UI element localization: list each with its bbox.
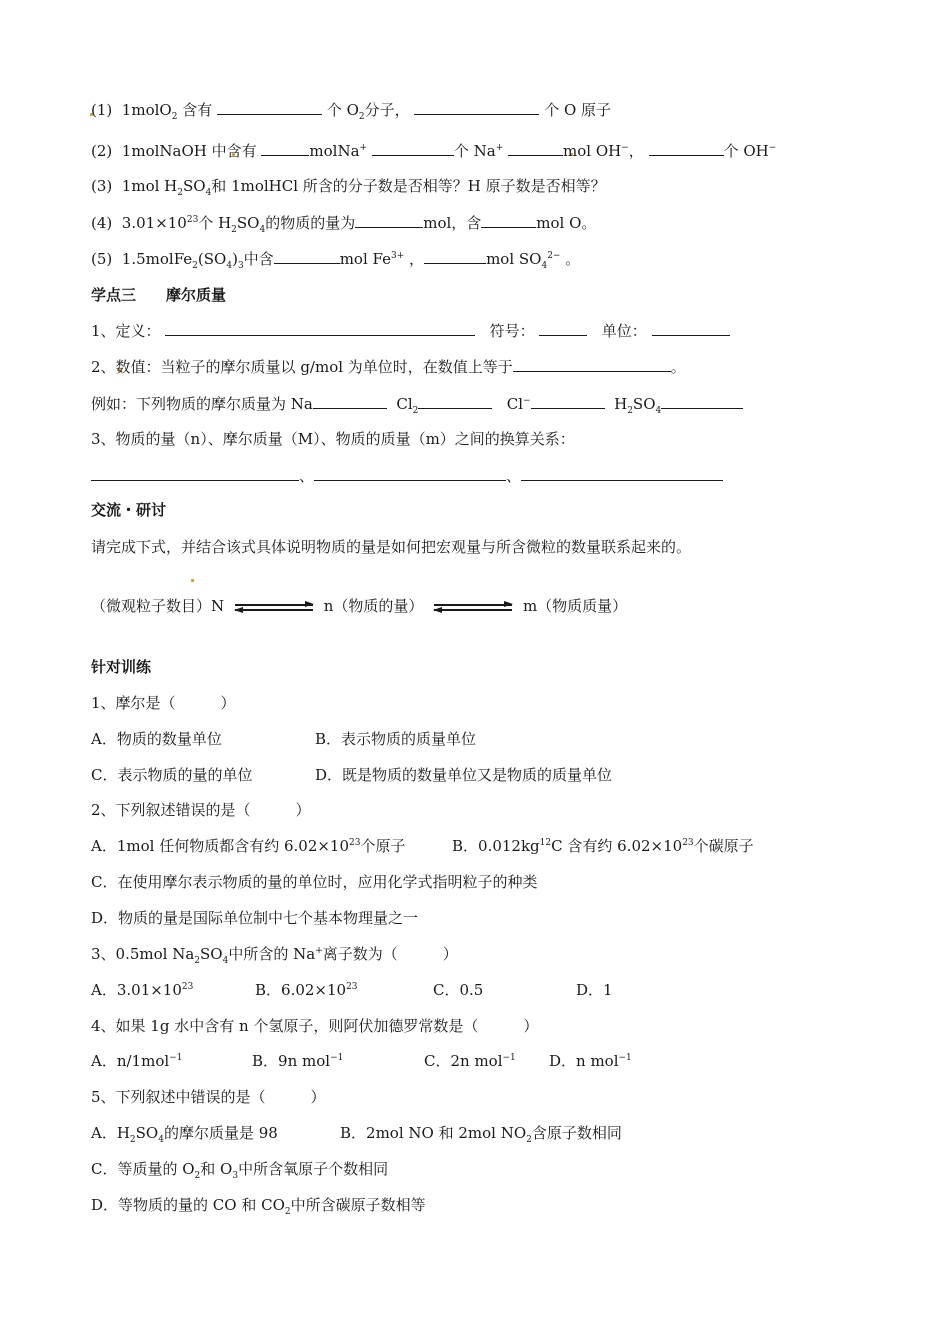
answer-blank[interactable]	[274, 248, 340, 264]
answer-blank[interactable]	[355, 212, 423, 228]
answer-blank[interactable]	[652, 320, 730, 336]
option[interactable]: B．9n mol$^{-1}$	[252, 1052, 344, 1070]
answer-blank[interactable]	[508, 140, 563, 156]
stray-mark	[191, 579, 194, 582]
answer-blank[interactable]	[424, 248, 486, 264]
training-q3: 3、0.5mol $Na_2SO_4$中所含的 Na+离子数为（ ）	[91, 945, 458, 966]
training-title: 针对训练	[91, 658, 152, 676]
answer-blank[interactable]	[661, 393, 743, 409]
answer-blank[interactable]	[91, 465, 299, 481]
answer-blank[interactable]	[414, 99, 539, 115]
question-2: (2) 1molNaOH 中含有 molNa+ 个 Na+ mol OH−， 个 OH−	[91, 142, 777, 160]
equilibrium-arrow-icon	[235, 601, 313, 613]
training-q4: 4、如果 1g 水中含有 n 个氢原子，则阿伏加德罗常数是（ ）	[91, 1017, 539, 1035]
option[interactable]: D．等物质的量的 CO 和 $CO_2$中所含碳原子数相等	[91, 1196, 426, 1217]
training-q5: 5、下列叙述中错误的是（ ）	[91, 1088, 326, 1106]
option[interactable]: C．2n mol$^{-1}$	[424, 1052, 516, 1070]
option[interactable]: B．2mol NO 和 2mol $NO_2$含原子数相同	[340, 1124, 622, 1145]
question-3: (3) 1mol $H_2SO_4$和 1molHCl 所含的分子数是否相等？H 原子数是否相等？	[91, 177, 606, 198]
relation-blanks: 、 、	[91, 465, 723, 486]
question-1: (1) 1molO$_2$ 含有 个 $O_2$分子， 个 O 原子	[91, 101, 612, 122]
exchange-text: 请完成下式，并结合该式具体说明物质的量是如何把宏观量与所含微粒的数量联系起来的。	[91, 538, 692, 556]
answer-blank[interactable]	[372, 140, 454, 156]
equilibrium-arrow-icon	[434, 601, 512, 613]
answer-blank[interactable]	[521, 465, 723, 481]
definition-line: 1、定义： 符号： 单位：	[91, 320, 730, 341]
answer-blank[interactable]	[481, 212, 536, 228]
n-mid-label: n（物质的量）	[323, 597, 424, 615]
m-label: m（物质质量）	[522, 597, 628, 615]
option[interactable]: D．物质的量是国际单位制中七个基本物理量之一	[91, 909, 419, 927]
answer-blank[interactable]	[539, 320, 587, 336]
example-line: 例如：下列物质的摩尔质量为 Na $Cl_2$ Cl− $H_2SO_4$	[91, 393, 743, 414]
answer-blank[interactable]	[649, 140, 724, 156]
relation-line: 3、物质的量（n）、摩尔质量（M）、物质的质量（m）之间的换算关系：	[91, 430, 575, 448]
answer-blank[interactable]	[531, 393, 605, 409]
answer-blank[interactable]	[217, 99, 322, 115]
option[interactable]: B．$0.012kg^{12}C$ 含有约 $6.02\times 10^{23}$个碳原子	[452, 837, 754, 855]
question-4: (4) $3.01\times 10^{23}$个 $H_2SO_4$的物质的量为 mol，含 mol O。	[91, 214, 597, 235]
section-title: 学点三 摩尔质量	[91, 286, 227, 304]
training-q1: 1、摩尔是（ ）	[91, 694, 236, 712]
answer-blank[interactable]	[313, 393, 387, 409]
option[interactable]: A．$H_2SO_4$的摩尔质量是 98	[91, 1124, 278, 1145]
option[interactable]: D．既是物质的数量单位又是物质的质量单位	[315, 766, 613, 784]
answer-blank[interactable]	[418, 393, 492, 409]
option[interactable]: D．1	[576, 981, 613, 999]
conversion-diagram	[91, 596, 627, 616]
training-q2: 2、下列叙述错误的是（ ）	[91, 801, 311, 819]
option[interactable]: B．$6.02\times 10^{23}$	[255, 981, 358, 999]
option[interactable]: C．等质量的 $O_2$和 $O_3$中所含氧原子个数相同	[91, 1160, 389, 1181]
answer-blank[interactable]	[261, 140, 309, 156]
option[interactable]: D．n mol$^{-1}$	[549, 1052, 632, 1070]
option[interactable]: A．1mol 任何物质都含有约 $6.02\times 10^{23}$个原子	[91, 837, 406, 855]
answer-blank[interactable]	[513, 356, 671, 372]
exchange-title: 交流・研讨	[91, 501, 167, 519]
option[interactable]: C．在使用摩尔表示物质的量的单位时，应用化学式指明粒子的种类	[91, 873, 538, 891]
answer-blank[interactable]	[314, 465, 506, 481]
option[interactable]: B．表示物质的质量单位	[315, 730, 477, 748]
value-line: 2、数值：当粒子的摩尔质量以 g/mol 为单位时，在数值上等于 。	[91, 358, 686, 376]
option[interactable]: A．$3.01\times 10^{23}$	[91, 981, 194, 999]
option[interactable]: C．表示物质的量的单位	[91, 766, 253, 784]
n-label: （微观粒子数目）N	[91, 597, 225, 615]
option[interactable]: C．0.5	[433, 981, 484, 999]
option[interactable]: A．物质的数量单位	[91, 730, 222, 748]
answer-blank[interactable]	[165, 320, 475, 336]
question-5: (5) $1.5molFe_2(SO_4)_3$中含 mol $Fe^{3+}$ ， mol $SO_4^{2-}$ 。	[91, 250, 581, 271]
option[interactable]: A．n/1mol$^{-1}$	[91, 1052, 183, 1070]
